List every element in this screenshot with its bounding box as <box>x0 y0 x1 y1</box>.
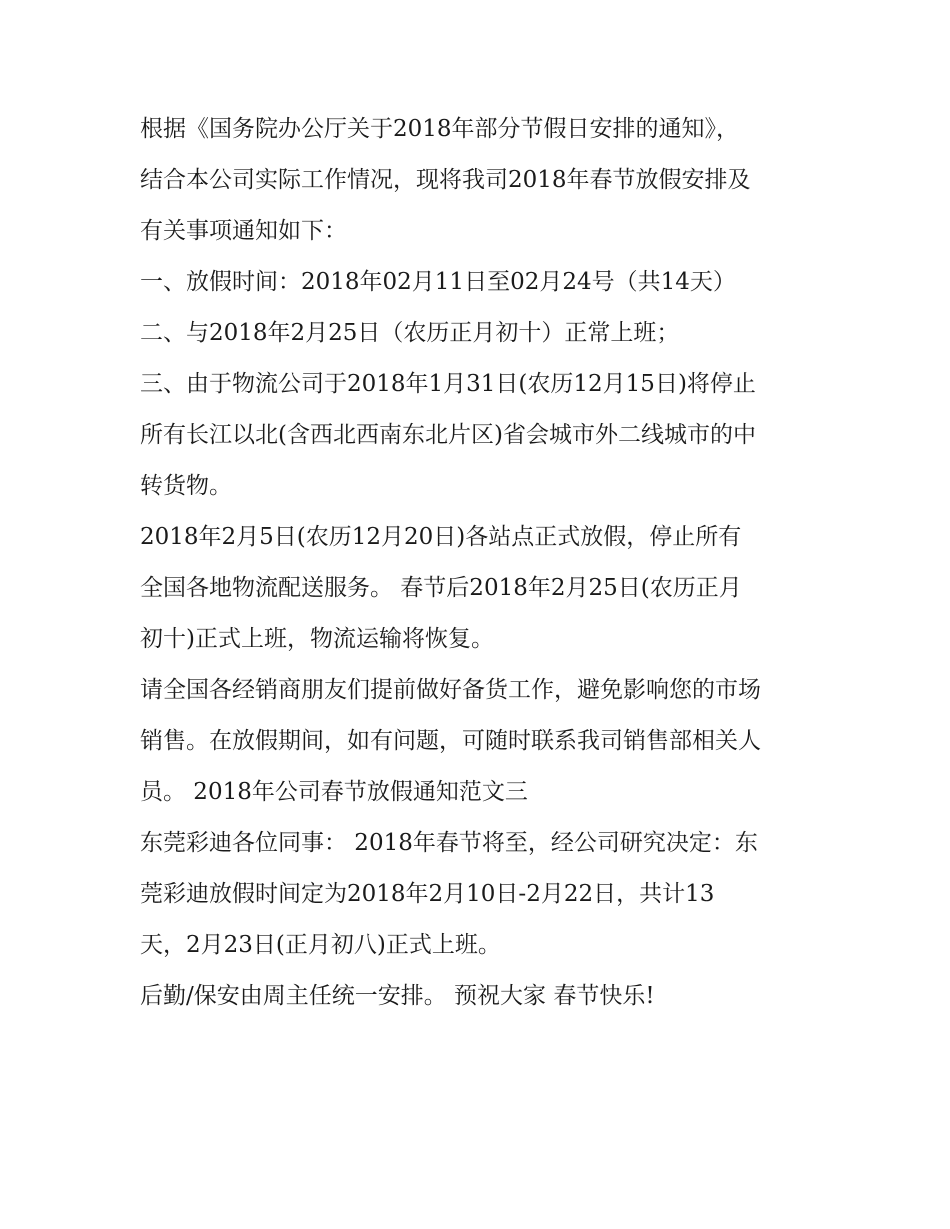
text-line: 请全国各经销商朋友们提前做好备货工作，避免影响您的市场 <box>140 677 761 703</box>
document-body <box>140 104 820 1022</box>
text-line: 天，2月23日(正月初八)正式上班。 <box>140 932 501 958</box>
text-line: 莞彩迪放假时间定为2018年2月10日-2月22日，共计13 <box>140 881 715 907</box>
text-line: 销售。在放假期间，如有问题，可随时联系我司销售部相关人 <box>140 728 761 754</box>
text-line: 结合本公司实际工作情况，现将我司2018年春节放假安排及 <box>140 167 751 193</box>
text-line: 员。 2018年公司春节放假通知范文三 <box>140 779 528 805</box>
text-line: 三、由于物流公司于2018年1月31日(农历12月15日)将停止 <box>140 371 756 397</box>
text-line: 2018年2月5日(农历12月20日)各站点正式放假，停止所有 <box>140 524 742 550</box>
text-line: 有关事项通知如下： <box>140 218 347 244</box>
text-line: 东莞彩迪各位同事： 2018年春节将至，经公司研究决定：东 <box>140 830 758 856</box>
text-line: 全国各地物流配送服务。 春节后2018年2月25日(农历正月 <box>140 575 742 601</box>
text-line: 转货物。 <box>140 473 232 499</box>
text-line: 所有长江以北(含西北西南东北片区)省会城市外二线城市的中 <box>140 422 756 448</box>
text-line: 初十)正式上班，物流运输将恢复。 <box>140 626 494 652</box>
text-line: 根据《国务院办公厅关于2018年部分节假日安排的通知》， <box>140 116 740 142</box>
text-line: 二、与2018年2月25日（农历正月初十）正常上班； <box>140 320 680 346</box>
text-line: 一、放假时间：2018年02月11日至02月24号（共14天） <box>140 269 736 295</box>
text-line: 后勤/保安由周主任统一安排。 预祝大家 春节快乐! <box>140 983 655 1009</box>
